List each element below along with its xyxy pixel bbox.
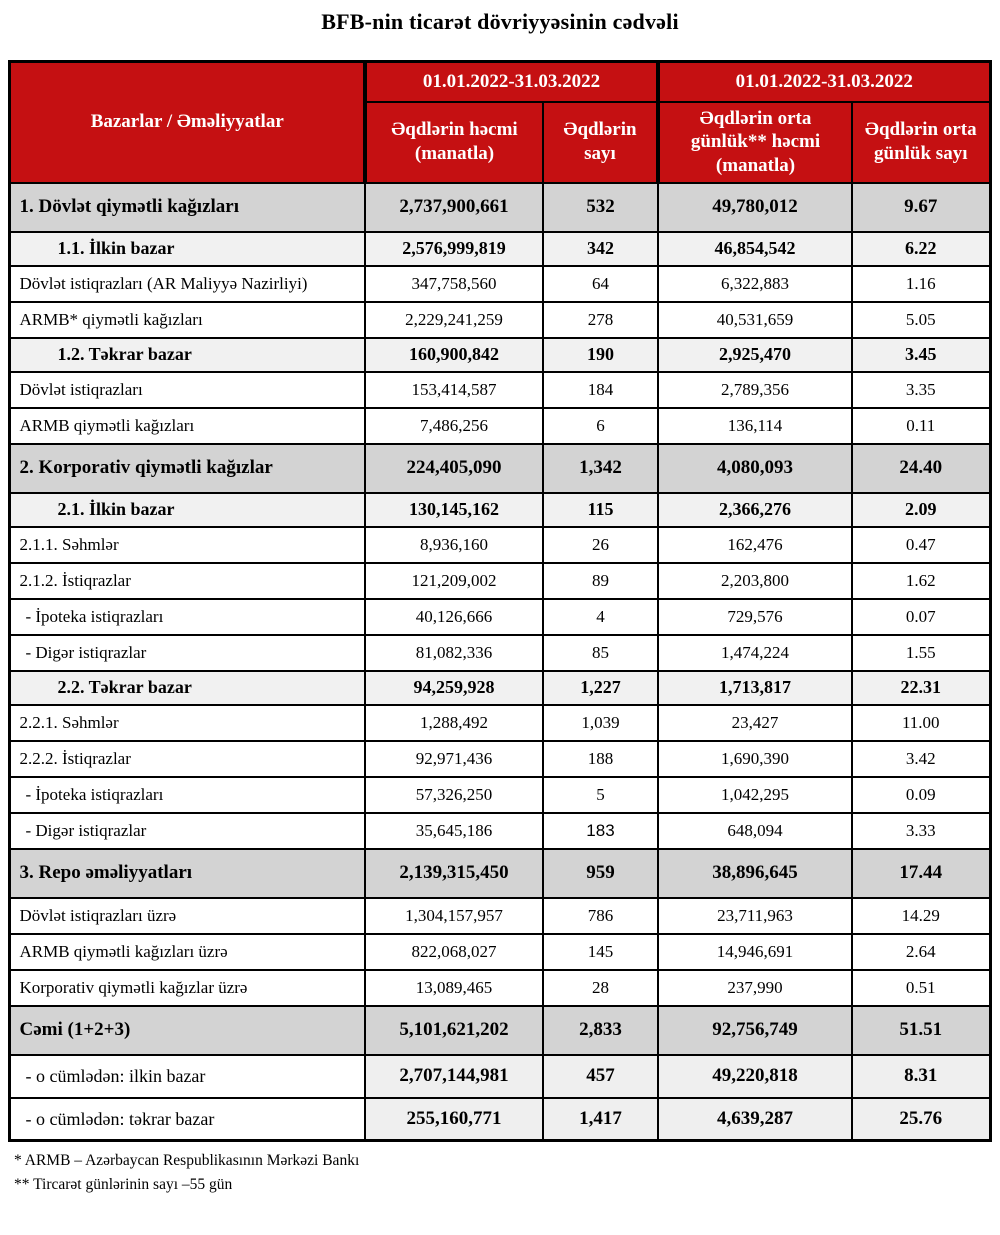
table-row xyxy=(10,898,990,934)
row-volume: 40,126,666 xyxy=(365,599,543,635)
row-volume: 2,229,241,259 xyxy=(365,302,543,338)
header-col-volume: Əqdlərin həcmi (manatla) xyxy=(365,102,543,183)
row-avg-count: 1.55 xyxy=(852,635,990,671)
row-avg-count: 0.11 xyxy=(852,408,990,444)
row-avg-volume: 136,114 xyxy=(658,408,852,444)
row-label: - o cümlədən: təkrar bazar xyxy=(10,1098,365,1141)
row-avg-volume: 2,789,356 xyxy=(658,372,852,408)
row-label: Cəmi (1+2+3) xyxy=(10,1006,365,1055)
row-avg-count: 9.67 xyxy=(852,183,990,232)
row-label: 3. Repo əməliyyatları xyxy=(10,849,365,898)
table-row xyxy=(10,408,990,444)
row-count: 6 xyxy=(543,408,658,444)
row-avg-count: 51.51 xyxy=(852,1006,990,1055)
row-avg-count: 5.05 xyxy=(852,302,990,338)
row-count: 1,417 xyxy=(543,1098,658,1141)
row-count: 115 xyxy=(543,493,658,527)
table-body xyxy=(10,183,990,1141)
row-label: 1. Dövlət qiymətli kağızları xyxy=(10,183,365,232)
row-avg-volume: 1,713,817 xyxy=(658,671,852,705)
table-row xyxy=(10,302,990,338)
table-row xyxy=(10,444,990,493)
row-avg-count: 3.45 xyxy=(852,338,990,372)
row-avg-count: 2.09 xyxy=(852,493,990,527)
footnotes xyxy=(14,1149,1000,1197)
row-avg-volume: 237,990 xyxy=(658,970,852,1006)
row-avg-volume: 648,094 xyxy=(658,813,852,849)
table-row xyxy=(10,849,990,898)
row-volume: 1,304,157,957 xyxy=(365,898,543,934)
row-avg-count: 3.35 xyxy=(852,372,990,408)
header-period-row xyxy=(10,62,990,102)
table-row xyxy=(10,777,990,813)
row-count: 2,833 xyxy=(543,1006,658,1055)
row-avg-count: 1.16 xyxy=(852,266,990,302)
row-volume: 81,082,336 xyxy=(365,635,543,671)
row-count: 959 xyxy=(543,849,658,898)
table-row xyxy=(10,599,990,635)
row-avg-volume: 4,080,093 xyxy=(658,444,852,493)
table-row xyxy=(10,934,990,970)
row-volume: 121,209,002 xyxy=(365,563,543,599)
table-row xyxy=(10,813,990,849)
row-volume: 7,486,256 xyxy=(365,408,543,444)
row-label: - Digər istiqrazlar xyxy=(10,635,365,671)
row-volume: 255,160,771 xyxy=(365,1098,543,1141)
row-avg-count: 0.51 xyxy=(852,970,990,1006)
table-row xyxy=(10,183,990,232)
table-row xyxy=(10,705,990,741)
header-col-count: Əqdlərin sayı xyxy=(543,102,658,183)
row-avg-count: 25.76 xyxy=(852,1098,990,1141)
row-avg-count: 0.47 xyxy=(852,527,990,563)
header-period-1: 01.01.2022-31.03.2022 xyxy=(365,62,658,102)
row-count: 89 xyxy=(543,563,658,599)
table-row xyxy=(10,741,990,777)
row-label: - Digər istiqrazlar xyxy=(10,813,365,849)
row-avg-volume: 46,854,542 xyxy=(658,232,852,266)
row-label: 1.1. İlkin bazar xyxy=(10,232,365,266)
row-volume: 13,089,465 xyxy=(365,970,543,1006)
row-volume: 160,900,842 xyxy=(365,338,543,372)
row-avg-volume: 1,474,224 xyxy=(658,635,852,671)
row-volume: 2,139,315,450 xyxy=(365,849,543,898)
row-avg-volume: 92,756,749 xyxy=(658,1006,852,1055)
row-volume: 57,326,250 xyxy=(365,777,543,813)
row-avg-volume: 14,946,691 xyxy=(658,934,852,970)
table-row xyxy=(10,372,990,408)
row-volume: 94,259,928 xyxy=(365,671,543,705)
row-avg-count: 14.29 xyxy=(852,898,990,934)
row-count: 184 xyxy=(543,372,658,408)
row-count: 4 xyxy=(543,599,658,635)
row-count: 532 xyxy=(543,183,658,232)
row-volume: 35,645,186 xyxy=(365,813,543,849)
header-markets-operations: Bazarlar / Əməliyyatlar xyxy=(10,62,365,183)
row-count: 85 xyxy=(543,635,658,671)
footnote-trading-days: ** Tircarət günlərinin sayı –55 gün xyxy=(14,1176,233,1194)
row-avg-count: 3.42 xyxy=(852,741,990,777)
row-label: 2.2. Təkrar bazar xyxy=(10,671,365,705)
row-avg-volume: 1,042,295 xyxy=(658,777,852,813)
footnote-armb: * ARMB – Azərbaycan Respublikasının Mərkəzi Bankı xyxy=(14,1152,360,1170)
table-row xyxy=(10,232,990,266)
row-label: 2.1.2. İstiqrazlar xyxy=(10,563,365,599)
header-col-avg-count: Əqdlərin orta günlük sayı xyxy=(852,102,990,183)
row-avg-count: 11.00 xyxy=(852,705,990,741)
row-count: 64 xyxy=(543,266,658,302)
table-row xyxy=(10,1006,990,1055)
table-row xyxy=(10,1055,990,1098)
page-title: BFB-nin ticarət dövriyyəsinin cədvəli xyxy=(321,9,679,34)
header-period-2: 01.01.2022-31.03.2022 xyxy=(658,62,990,102)
row-volume: 92,971,436 xyxy=(365,741,543,777)
row-avg-volume: 2,203,800 xyxy=(658,563,852,599)
row-avg-volume: 4,639,287 xyxy=(658,1098,852,1141)
row-avg-volume: 2,366,276 xyxy=(658,493,852,527)
row-avg-volume: 162,476 xyxy=(658,527,852,563)
row-label: Dövlət istiqrazları üzrə xyxy=(10,898,365,934)
row-avg-count: 8.31 xyxy=(852,1055,990,1098)
row-label: Korporativ qiymətli kağızlar üzrə xyxy=(10,970,365,1006)
row-avg-volume: 2,925,470 xyxy=(658,338,852,372)
row-avg-volume: 6,322,883 xyxy=(658,266,852,302)
row-count: 1,342 xyxy=(543,444,658,493)
row-avg-count: 22.31 xyxy=(852,671,990,705)
table-row xyxy=(10,527,990,563)
row-avg-volume: 23,711,963 xyxy=(658,898,852,934)
row-avg-count: 24.40 xyxy=(852,444,990,493)
row-volume: 1,288,492 xyxy=(365,705,543,741)
row-label: ARMB qiymətli kağızları xyxy=(10,408,365,444)
row-avg-volume: 49,780,012 xyxy=(658,183,852,232)
row-volume: 2,737,900,661 xyxy=(365,183,543,232)
row-label: - İpoteka istiqrazları xyxy=(10,599,365,635)
row-count: 28 xyxy=(543,970,658,1006)
row-avg-count: 0.09 xyxy=(852,777,990,813)
row-avg-count: 6.22 xyxy=(852,232,990,266)
row-label: 2.2.1. Səhmlər xyxy=(10,705,365,741)
row-count: 26 xyxy=(543,527,658,563)
row-avg-volume: 729,576 xyxy=(658,599,852,635)
row-label: 2.1.1. Səhmlər xyxy=(10,527,365,563)
table-row xyxy=(10,1098,990,1141)
table-row xyxy=(10,266,990,302)
row-label: - o cümlədən: ilkin bazar xyxy=(10,1055,365,1098)
row-count: 1,039 xyxy=(543,705,658,741)
row-volume: 130,145,162 xyxy=(365,493,543,527)
row-count: 342 xyxy=(543,232,658,266)
table-row xyxy=(10,338,990,372)
row-count: 188 xyxy=(543,741,658,777)
row-volume: 153,414,587 xyxy=(365,372,543,408)
row-label: Dövlət istiqrazları xyxy=(10,372,365,408)
row-count: 457 xyxy=(543,1055,658,1098)
row-label: ARMB qiymətli kağızları üzrə xyxy=(10,934,365,970)
header-col-avg-volume: Əqdlərin orta günlük** həcmi (manatla) xyxy=(658,102,852,183)
row-label: Dövlət istiqrazları (AR Maliyyə Nazirliyi) xyxy=(10,266,365,302)
row-volume: 2,707,144,981 xyxy=(365,1055,543,1098)
row-label: 2.2.2. İstiqrazlar xyxy=(10,741,365,777)
row-avg-volume: 40,531,659 xyxy=(658,302,852,338)
row-label: 2. Korporativ qiymətli kağızlar xyxy=(10,444,365,493)
row-volume: 822,068,027 xyxy=(365,934,543,970)
table-row xyxy=(10,635,990,671)
row-count: 1,227 xyxy=(543,671,658,705)
trade-turnover-table xyxy=(8,60,991,1142)
row-volume: 5,101,621,202 xyxy=(365,1006,543,1055)
row-avg-count: 0.07 xyxy=(852,599,990,635)
row-avg-count: 1.62 xyxy=(852,563,990,599)
table-row xyxy=(10,970,990,1006)
row-count: 786 xyxy=(543,898,658,934)
row-count: 145 xyxy=(543,934,658,970)
row-count: 5 xyxy=(543,777,658,813)
row-volume: 2,576,999,819 xyxy=(365,232,543,266)
row-avg-count: 17.44 xyxy=(852,849,990,898)
row-avg-count: 2.64 xyxy=(852,934,990,970)
row-volume: 224,405,090 xyxy=(365,444,543,493)
row-count: 183 xyxy=(543,813,658,849)
row-label: ARMB* qiymətli kağızları xyxy=(10,302,365,338)
row-avg-volume: 1,690,390 xyxy=(658,741,852,777)
row-avg-count: 3.33 xyxy=(852,813,990,849)
row-label: 1.2. Təkrar bazar xyxy=(10,338,365,372)
row-count: 190 xyxy=(543,338,658,372)
table-header xyxy=(10,62,990,183)
row-avg-volume: 49,220,818 xyxy=(658,1055,852,1098)
row-volume: 347,758,560 xyxy=(365,266,543,302)
row-avg-volume: 38,896,645 xyxy=(658,849,852,898)
table-row xyxy=(10,493,990,527)
row-avg-volume: 23,427 xyxy=(658,705,852,741)
row-label: - İpoteka istiqrazları xyxy=(10,777,365,813)
row-label: 2.1. İlkin bazar xyxy=(10,493,365,527)
table-row xyxy=(10,563,990,599)
row-count: 278 xyxy=(543,302,658,338)
table-row xyxy=(10,671,990,705)
row-volume: 8,936,160 xyxy=(365,527,543,563)
